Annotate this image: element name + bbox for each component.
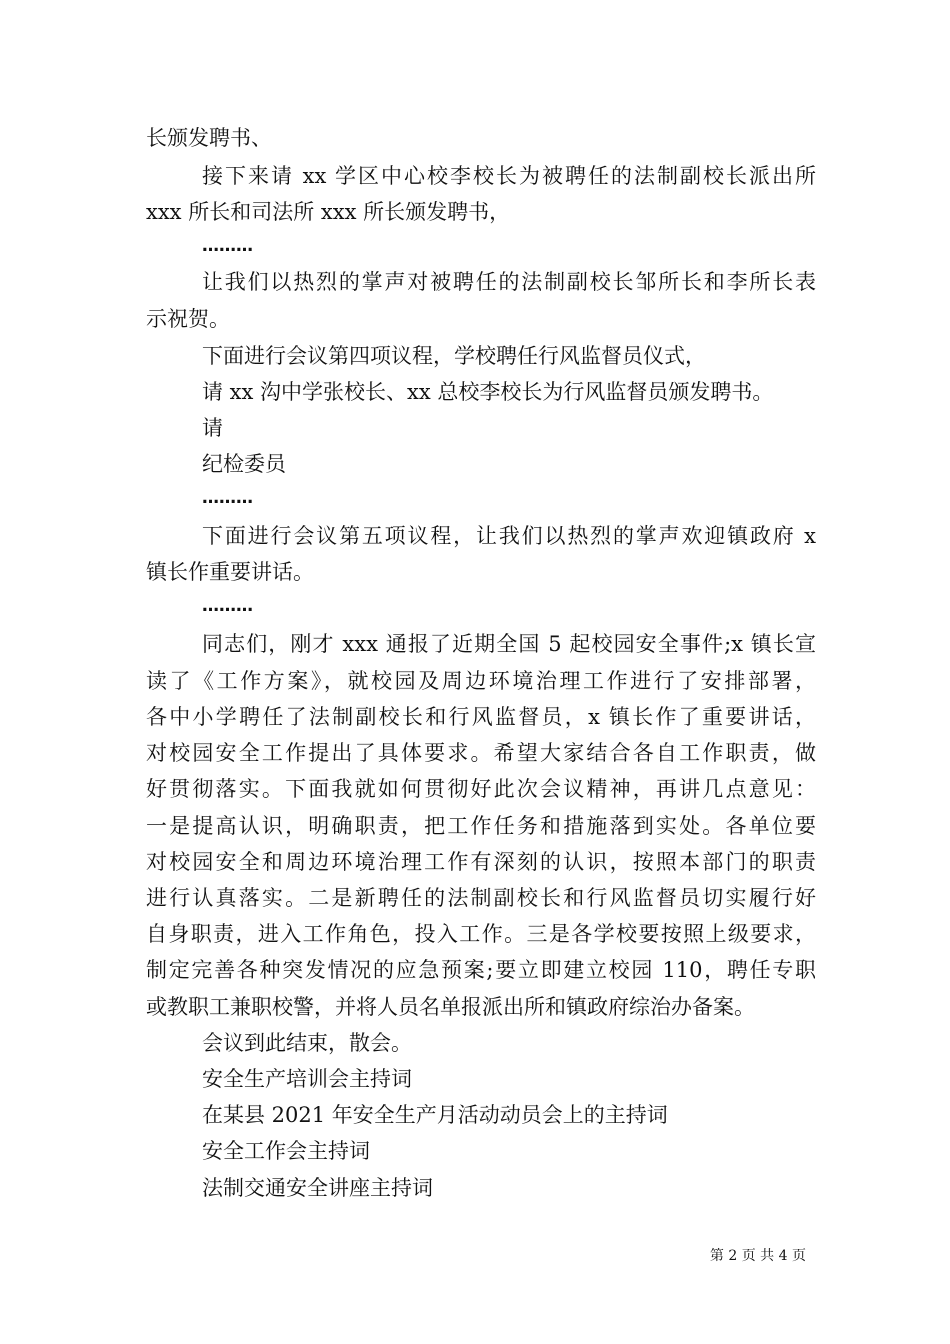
text-line: 请 [202,416,223,440]
text-line: 长颁发聘书、 [146,126,272,150]
ellipsis-line: ……… [202,596,253,616]
text-line: 对校园安全工作提出了具体要求。希望大家结合各自工作职责，做 [146,741,816,765]
text-line: 同志们，刚才 xxx 通报了近期全国 5 起校园安全事件;x 镇长宣 [202,632,816,656]
text-line: 示祝贺。 [146,307,230,331]
text-line: 制定完善各种突发情况的应急预案;要立即建立校园 110，聘任专职 [146,958,816,982]
text-line: 下面进行会议第四项议程，学校聘任行风监督员仪式， [202,344,706,368]
ellipsis-line: ……… [202,236,253,256]
text-line: 接下来请 xx 学区中心校李校长为被聘任的法制副校长派出所 [202,164,816,188]
text-line: 或教职工兼职校警，并将人员名单报派出所和镇政府综治办备案。 [146,995,755,1019]
related-title: 法制交通安全讲座主持词 [202,1176,433,1200]
text-line: 镇长作重要讲话。 [146,560,314,584]
text-line: 会议到此结束，散会。 [202,1031,412,1055]
text-line: 纪检委员 [202,452,286,476]
text-line: 让我们以热烈的掌声对被聘任的法制副校长邹所长和李所长表 [202,270,816,294]
related-title: 在某县 2021 年安全生产月活动动员会上的主持词 [202,1103,668,1127]
text-line: 对校园安全和周边环境治理工作有深刻的认识，按照本部门的职责 [146,850,816,874]
ellipsis-line: ……… [202,488,253,508]
text-line: xxx 所长和司法所 xxx 所长颁发聘书， [146,200,511,224]
text-line: 下面进行会议第五项议程，让我们以热烈的掌声欢迎镇政府 x [202,524,816,548]
text-line: 各中小学聘任了法制副校长和行风监督员，x 镇长作了重要讲话， [146,705,816,729]
related-title: 安全生产培训会主持词 [202,1067,412,1091]
text-line: 自身职责，进入工作角色，投入工作。三是各学校要按照上级要求， [146,922,816,946]
text-line: 请 xx 沟中学张校长、xx 总校李校长为行风监督员颁发聘书。 [202,380,774,404]
text-line: 好贯彻落实。下面我就如何贯彻好此次会议精神，再讲几点意见： [146,777,816,801]
text-line: 进行认真落实。二是新聘任的法制副校长和行风监督员切实履行好 [146,886,816,910]
text-line: 一是提高认识，明确职责，把工作任务和措施落到实处。各单位要 [146,814,816,838]
text-line: 读了《工作方案》，就校园及周边环境治理工作进行了安排部署， [146,669,816,693]
page-number: 第 2 页 共 4 页 [709,1248,806,1264]
related-title: 安全工作会主持词 [202,1139,370,1163]
